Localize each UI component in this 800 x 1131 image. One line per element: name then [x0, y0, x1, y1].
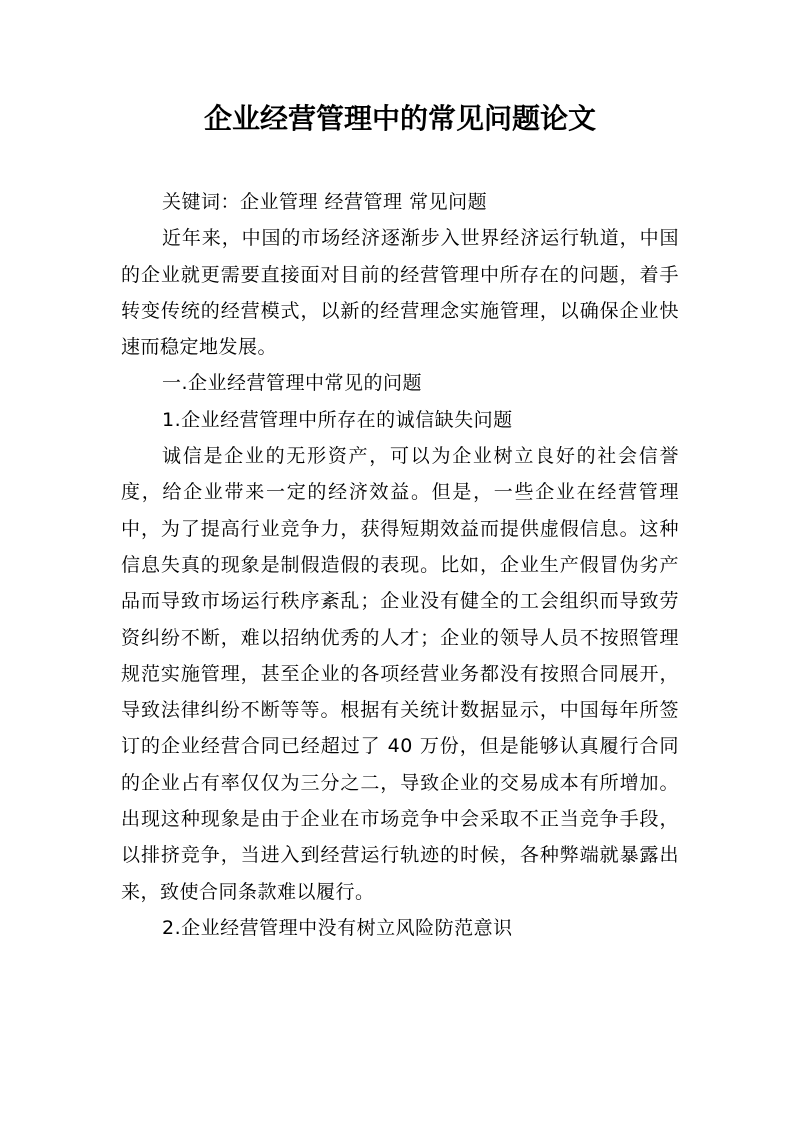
subsection-heading-2: 2.企业经营管理中没有树立风险防范意识: [162, 916, 513, 939]
subsection-heading-1: 1.企业经营管理中所存在的诚信缺失问题: [162, 408, 513, 431]
document-body: [121, 184, 679, 946]
subsection-1-paragraph: 诚信是企业的无形资产，可以为企业树立良好的社会信誉度，给企业带来一定的经济效益。但是，一些企业在经营管理中，为了提高行业竞争力，获得短期效益而提供虚假信息。这种信息失真的现象是制假造假的表现。比如，企业生产假冒伪劣产品而导致市场运行秩序紊乱；企业没有健全的工会组织而导致劳资纠纷不断，难以招纳优秀的人才；企业的领导人员不按照管理规范实施管理，甚至企业的各项经营业务都没有按照合同展开，导致法律纠纷不断等等。根据有关统计数据显示，中国每年所签订的企业经营合同已经超过了 40 万份，但是能够认真履行合同的企业占有率仅仅为三分之二，导致企业的交易成本有所增加。出现这种现象是由于企业在市场竞争中会采取不正当竞争手段，以排挤竞争，当进入到经营运行轨迹的时候，各种弊端就暴露出来，致使合同条款难以履行。: [121, 445, 679, 903]
document-title: 企业经营管理中的常见问题论文: [203, 102, 596, 135]
section-heading: 一.企业经营管理中常见的问题: [162, 372, 423, 395]
intro-paragraph: 近年来，中国的市场经济逐渐步入世界经济运行轨道，中国的企业就更需要直接面对目前的经营管理中所存在的问题，着手转变传统的经营模式，以新的经营理念实施管理，以确保企业快速而稳定地发展。: [121, 227, 679, 359]
keywords-line: 关键词：企业管理 经营管理 常见问题: [162, 191, 488, 213]
